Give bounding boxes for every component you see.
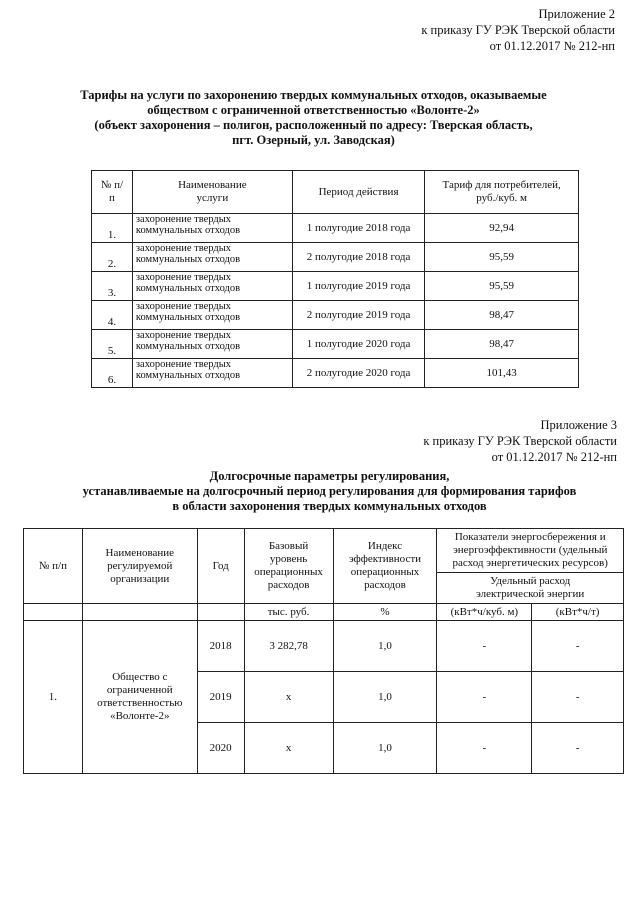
header-service: Наименование услуги <box>132 171 292 214</box>
row-service: захоронение твердых коммунальных отходов <box>132 359 292 388</box>
header-num: № п/п <box>92 171 133 214</box>
row-year: 2018 <box>197 621 244 672</box>
row-num: 6. <box>92 359 133 388</box>
row-base: x <box>244 672 333 723</box>
row-period: 2 полугодие 2020 года <box>292 359 425 388</box>
row-num: 4. <box>92 301 133 330</box>
table-row <box>92 330 579 359</box>
row-electric-cubic: - <box>437 621 532 672</box>
row-index: 1,0 <box>333 723 437 774</box>
table-header-row <box>24 529 624 573</box>
table-row <box>92 272 579 301</box>
title-line: Тарифы на услуги по захоронению твердых коммунальных отходов, оказываемые <box>80 88 547 102</box>
row-service: захоронение твердых коммунальных отходов <box>132 272 292 301</box>
row-org-name: Общество с ограниченной ответственностью «Волонте-2» <box>82 621 197 774</box>
header-org: Наименование регулируемой организации <box>82 529 197 604</box>
table-row <box>92 359 579 388</box>
row-year: 2019 <box>197 672 244 723</box>
row-num: 1. <box>92 214 133 243</box>
row-electric-ton: - <box>532 621 624 672</box>
row-service: захоронение твердых коммунальных отходов <box>132 243 292 272</box>
title-line: в области захоронения твердых коммунальных отходов <box>172 499 487 513</box>
unit-empty <box>24 604 83 621</box>
header-energy-group: Показатели энергосбережения и энергоэффективности (удельный расход энергетических ресурсов) <box>437 529 624 573</box>
row-tariff: 95,59 <box>425 243 579 272</box>
header-electric: Удельный расход электрической энергии <box>437 573 624 604</box>
row-period: 1 полугодие 2018 года <box>292 214 425 243</box>
row-tariff: 95,59 <box>425 272 579 301</box>
row-tariff: 98,47 <box>425 330 579 359</box>
unit-electric-ton: (кВт*ч/т) <box>532 604 624 621</box>
row-tariff: 101,43 <box>425 359 579 388</box>
row-index: 1,0 <box>333 621 437 672</box>
row-base: 3 282,78 <box>244 621 333 672</box>
table-header-row <box>92 171 579 214</box>
row-period: 1 полугодие 2019 года <box>292 272 425 301</box>
title-line: Долгосрочные параметры регулирования, <box>209 469 450 483</box>
row-electric-ton: - <box>532 723 624 774</box>
row-service: захоронение твердых коммунальных отходов <box>132 301 292 330</box>
row-base: x <box>244 723 333 774</box>
row-tariff: 92,94 <box>425 214 579 243</box>
title-line: устанавливаемые на долгосрочный период регулирования для формирования тарифов <box>82 484 577 498</box>
row-num: 2. <box>92 243 133 272</box>
table-row <box>92 301 579 330</box>
appendix-3-order: к приказу ГУ РЭК Тверской области <box>423 434 617 448</box>
unit-electric-cubic: (кВт*ч/куб. м) <box>437 604 532 621</box>
title-line: пгт. Озерный, ул. Заводская) <box>232 133 395 147</box>
row-num: 5. <box>92 330 133 359</box>
table-row <box>92 243 579 272</box>
title-line: (объект захоронения – полигон, расположенный по адресу: Тверская область, <box>94 118 533 132</box>
header-base: Базовый уровень операционных расходов <box>244 529 333 604</box>
row-index: 1,0 <box>333 672 437 723</box>
tariff-table-title <box>0 88 633 148</box>
unit-empty <box>82 604 197 621</box>
row-num: 1. <box>24 621 83 774</box>
appendix-3-label: Приложение 3 <box>540 418 617 432</box>
unit-base: тыс. руб. <box>244 604 333 621</box>
tariff-table <box>91 170 579 388</box>
regulation-parameters-table <box>23 528 624 774</box>
row-tariff: 98,47 <box>425 301 579 330</box>
parameters-table-title <box>10 469 639 514</box>
header-tariff: Тариф для потребителей, руб./куб. м <box>425 171 579 214</box>
header-index: Индекс эффективности операционных расходов <box>333 529 437 604</box>
table-row <box>24 621 624 672</box>
row-electric-ton: - <box>532 672 624 723</box>
row-electric-cubic: - <box>437 672 532 723</box>
table-units-row <box>24 604 624 621</box>
appendix-2-label: Приложение 2 <box>538 7 615 21</box>
row-num: 3. <box>92 272 133 301</box>
row-electric-cubic: - <box>437 723 532 774</box>
appendix-2-date: от 01.12.2017 № 212-нп <box>489 39 615 53</box>
row-service: захоронение твердых коммунальных отходов <box>132 214 292 243</box>
appendix-2-header <box>421 6 615 54</box>
title-line: обществом с ограниченной ответственностью «Волонте-2» <box>147 103 480 117</box>
unit-index: % <box>333 604 437 621</box>
table-row <box>92 214 579 243</box>
row-period: 2 полугодие 2019 года <box>292 301 425 330</box>
appendix-2-order: к приказу ГУ РЭК Тверской области <box>421 23 615 37</box>
row-period: 2 полугодие 2018 года <box>292 243 425 272</box>
header-period: Период действия <box>292 171 425 214</box>
row-service: захоронение твердых коммунальных отходов <box>132 330 292 359</box>
header-year: Год <box>197 529 244 604</box>
unit-empty <box>197 604 244 621</box>
row-period: 1 полугодие 2020 года <box>292 330 425 359</box>
appendix-3-date: от 01.12.2017 № 212-нп <box>491 450 617 464</box>
header-num: № п/п <box>24 529 83 604</box>
appendix-3-header <box>423 417 617 465</box>
row-year: 2020 <box>197 723 244 774</box>
